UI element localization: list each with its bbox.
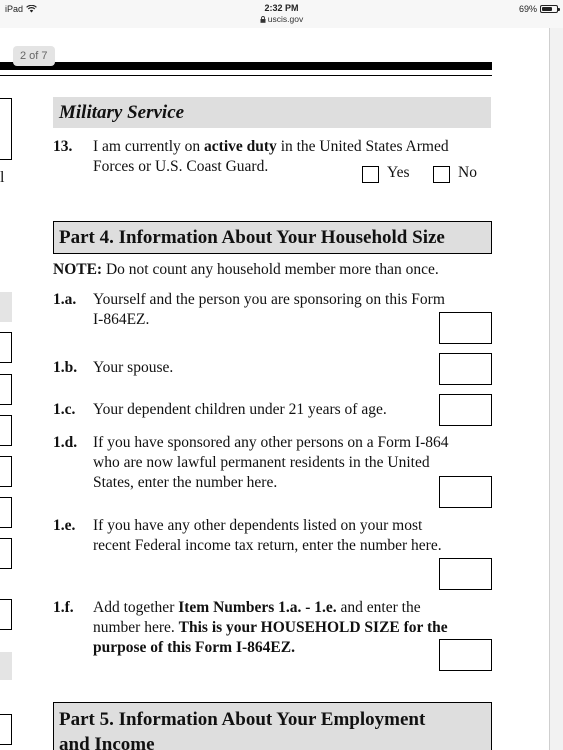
question-text-line2: Forces or U.S. Coast Guard. xyxy=(93,158,269,175)
left-column-fragment-field[interactable] xyxy=(0,497,12,528)
left-column-fragment-field[interactable] xyxy=(0,714,12,745)
no-label: No xyxy=(458,164,477,181)
left-column-fragment-field[interactable] xyxy=(0,538,12,569)
household-1e-input[interactable] xyxy=(439,558,492,590)
header-rule-thick xyxy=(0,62,492,70)
active-duty-no-checkbox[interactable] xyxy=(433,166,450,183)
part-5-heading xyxy=(53,702,492,750)
item-number: 1.f. xyxy=(53,599,74,616)
item-text: Yourself and the person you are sponsoring on this Form xyxy=(93,291,445,308)
yes-label: Yes xyxy=(387,164,410,181)
question-text-bold: active duty xyxy=(204,138,277,155)
household-1d-input[interactable] xyxy=(439,476,492,508)
item-text: who are now lawful permanent residents in the United xyxy=(93,454,430,471)
battery-icon xyxy=(540,5,558,13)
military-service-heading: Military Service xyxy=(53,97,491,128)
item-text: Your spouse. xyxy=(93,359,174,376)
url-text: uscis.gov xyxy=(267,14,304,24)
item-1b xyxy=(53,358,433,378)
item-1a xyxy=(53,290,493,330)
item-number: 1.a. xyxy=(53,291,77,308)
left-column-fragment-field[interactable] xyxy=(0,599,12,630)
item-1f xyxy=(53,598,493,658)
item-text: recent Federal income tax return, enter the number here. xyxy=(93,537,442,554)
pdf-viewer[interactable] xyxy=(0,28,563,750)
item-text xyxy=(93,598,421,618)
viewer-scroll-edge xyxy=(549,28,563,750)
clock: 2:32 PM xyxy=(264,3,299,13)
item-text-post: and enter the xyxy=(336,599,421,616)
item-text-bold: purpose of this Form I-864EZ. xyxy=(93,639,295,656)
item-text-bold: This is your HOUSEHOLD SIZE for the xyxy=(178,619,448,636)
item-text: States, enter the number here. xyxy=(93,474,278,491)
household-1c-input[interactable] xyxy=(439,394,492,426)
header-rule-thin xyxy=(0,75,492,76)
left-column-fragment-header xyxy=(0,652,12,680)
item-number: 1.b. xyxy=(53,359,78,376)
active-duty-yes-checkbox[interactable] xyxy=(362,166,379,183)
item-text: Your dependent children under 21 years of age. xyxy=(93,401,387,418)
item-1e xyxy=(53,516,493,556)
part-4-heading: Part 4. Information About Your Household Size xyxy=(53,221,492,254)
device-name: iPad xyxy=(5,4,24,14)
item-text: I-864EZ. xyxy=(93,311,150,328)
part-5-heading-line2: and Income xyxy=(59,734,155,750)
left-column-fragment-box xyxy=(0,98,12,160)
question-text-pre: I am currently on xyxy=(93,138,205,155)
note-text: Do not count any household member more than once. xyxy=(102,261,439,278)
household-1a-input[interactable] xyxy=(439,312,492,344)
status-bar xyxy=(0,0,563,28)
battery-percent: 69% xyxy=(518,4,537,14)
left-column-fragment-field[interactable] xyxy=(0,456,12,487)
status-right xyxy=(519,4,558,14)
item-text-bold: Item Numbers 1.a. - 1.e. xyxy=(178,599,337,616)
status-center xyxy=(0,3,563,26)
left-column-fragment-field[interactable] xyxy=(0,374,12,405)
item-1d xyxy=(53,433,493,493)
household-size-total-input[interactable] xyxy=(439,639,492,671)
item-number: 1.d. xyxy=(53,434,78,451)
question-number: 13. xyxy=(53,138,73,155)
household-1b-input[interactable] xyxy=(439,353,492,385)
left-column-fragment-field[interactable] xyxy=(0,415,12,446)
page-indicator: 2 of 7 xyxy=(13,46,55,66)
item-1c xyxy=(53,400,433,420)
part-5-heading-line1: Part 5. Information About Your Employment xyxy=(59,709,426,730)
item-text: If you have sponsored any other persons on a Form I-864 xyxy=(93,434,449,451)
item-text-pre: Add together xyxy=(93,599,179,616)
left-column-fragment-header xyxy=(0,292,12,322)
note-label: NOTE: xyxy=(53,261,103,278)
address-url[interactable] xyxy=(260,14,303,25)
item-number: 1.e. xyxy=(53,517,76,534)
battery-fill xyxy=(542,7,552,11)
left-column-fragment-text: l xyxy=(0,169,5,186)
item-text: If you have any other dependents listed on your most xyxy=(93,517,423,534)
lock-icon xyxy=(260,16,266,23)
household-note xyxy=(53,261,439,279)
item-text-pre: number here. xyxy=(93,619,179,636)
item-number: 1.c. xyxy=(53,401,76,418)
question-13 xyxy=(53,137,493,181)
left-column-fragment-field[interactable] xyxy=(0,332,12,363)
question-text-post: in the United States Armed xyxy=(276,138,449,155)
item-text xyxy=(93,618,448,638)
question-text xyxy=(93,137,449,157)
